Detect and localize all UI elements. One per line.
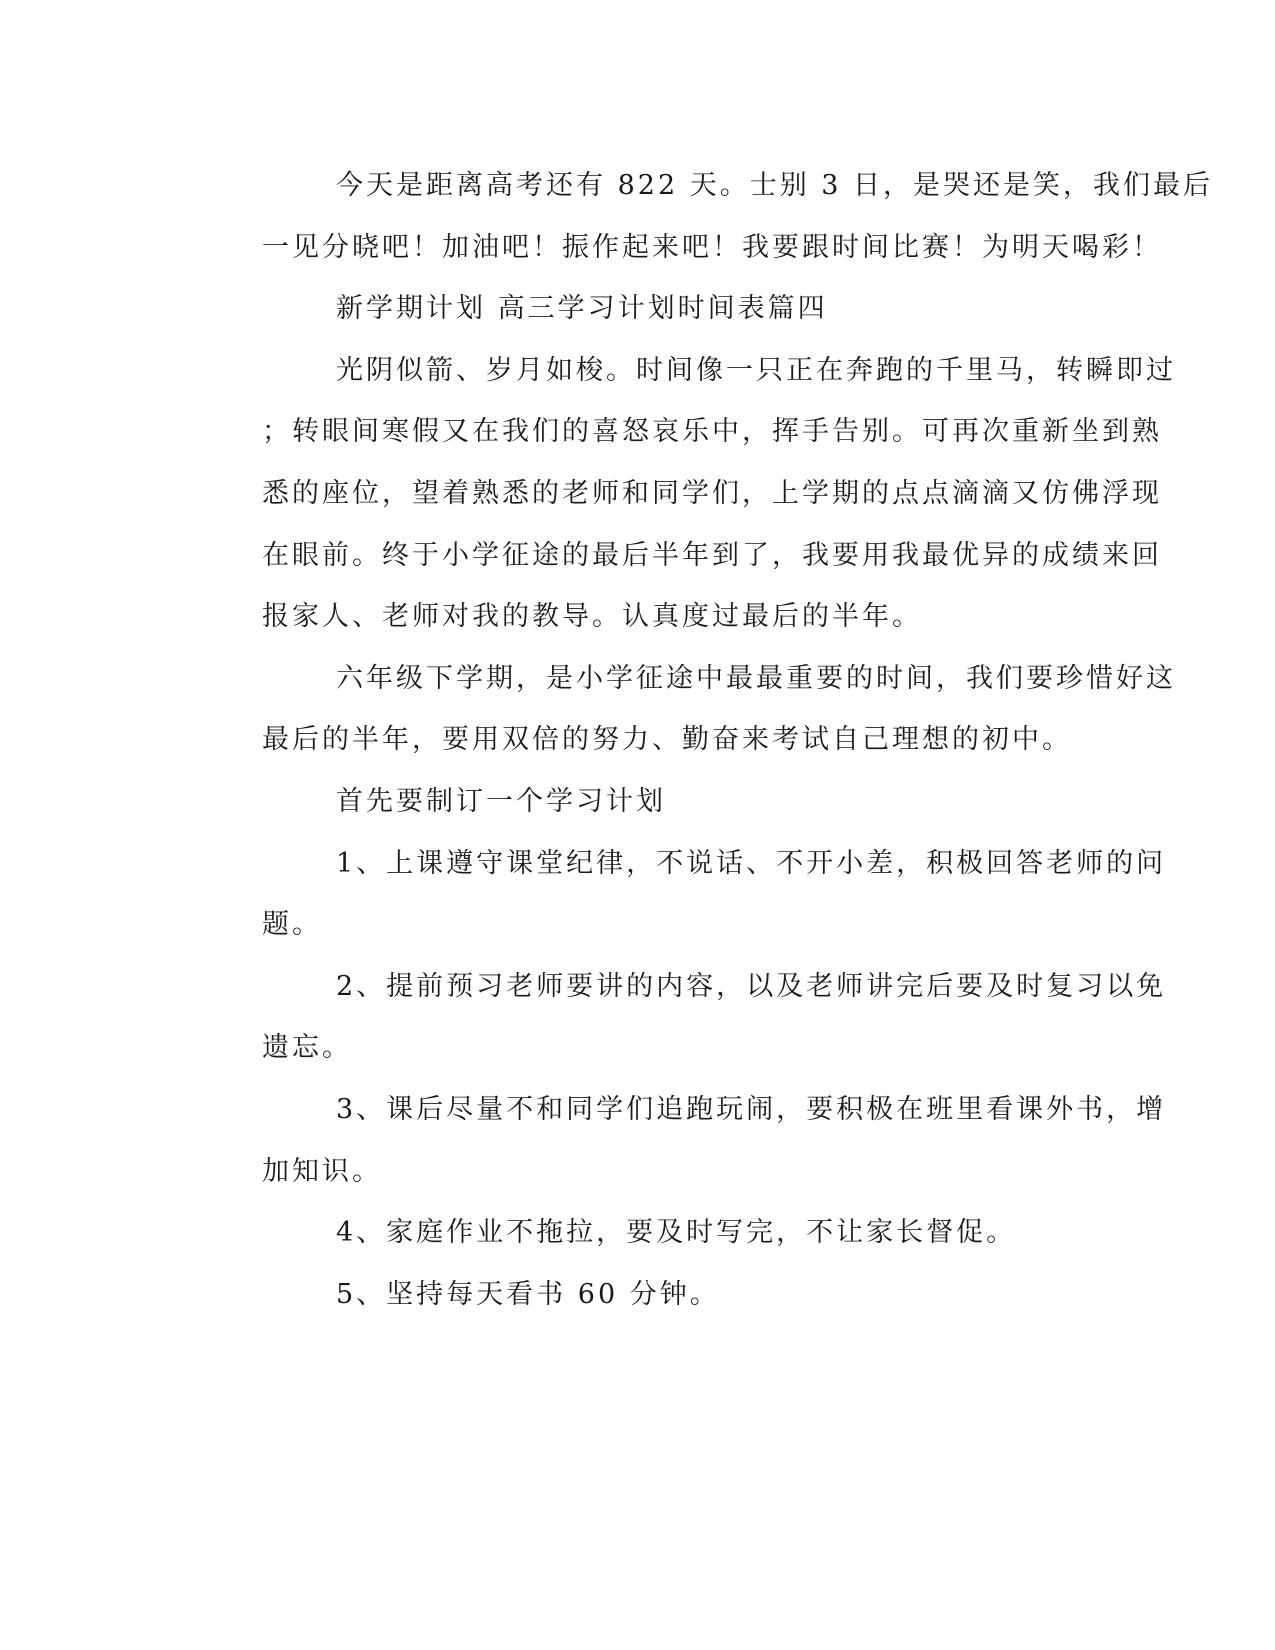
text-line: 1、上课遵守课堂纪律，不说话、不开小差，积极回答老师的问 [336,847,1167,879]
text-line: 遗忘。 [262,1032,352,1064]
text-line: ；转眼间寒假又在我们的喜怒哀乐中，挥手告别。可再次重新坐到熟 [262,416,1162,448]
text-line: 3、课后尽量不和同学们追跑玩闹，要积极在班里看课外书，增 [336,1093,1167,1125]
text-line: 题。 [262,909,322,941]
text-line: 加知识。 [262,1155,382,1187]
text-line: 5、坚持每天看书 60 分钟。 [336,1278,720,1310]
list-item-1 [188,833,1167,956]
list-item-2 [188,956,1167,1079]
paragraph-countdown [188,155,1214,278]
list-item-3 [188,1079,1167,1202]
text-line: 新学期计划 高三学习计划时间表篇四 [336,293,828,325]
text-line: 在眼前。终于小学征途的最后半年到了，我要用我最优异的成绩来回 [262,539,1162,571]
list-item-5 [188,1264,1078,1326]
text-line: 首先要制订一个学习计划 [336,785,666,817]
list-item-4 [188,1202,1078,1264]
text-line: 光阴似箭、岁月如梭。时间像一只正在奔跑的千里马，转瞬即过 [336,354,1176,386]
text-line: 悉的座位，望着熟悉的老师和同学们，上学期的点点滴滴又仿佛浮现 [262,477,1162,509]
paragraph-intro [188,340,1176,648]
body-text [188,155,1214,1325]
text-line: 六年级下学期，是小学征途中最最重要的时间，我们要珍惜好这 [336,662,1176,694]
text-line: 报家人、老师对我的教导。认真度过最后的半年。 [262,601,922,633]
text-line: 2、提前预习老师要讲的内容，以及老师讲完后要及时复习以免 [336,970,1167,1002]
text-line: 今天是距离高考还有 822 天。士别 3 日，是哭还是笑，我们最后 [336,170,1214,201]
paragraph-semester [188,648,1176,771]
paragraph-plan-lead [188,771,1078,833]
text-line: 一见分晓吧！加油吧！振作起来吧！我要跟时间比赛！为明天喝彩！ [262,231,1162,263]
section-heading [188,278,1078,340]
text-line: 最后的半年，要用双倍的努力、勤奋来考试自己理想的初中。 [262,724,1072,756]
text-line: 4、家庭作业不拖拉，要及时写完，不让家长督促。 [336,1217,1017,1249]
